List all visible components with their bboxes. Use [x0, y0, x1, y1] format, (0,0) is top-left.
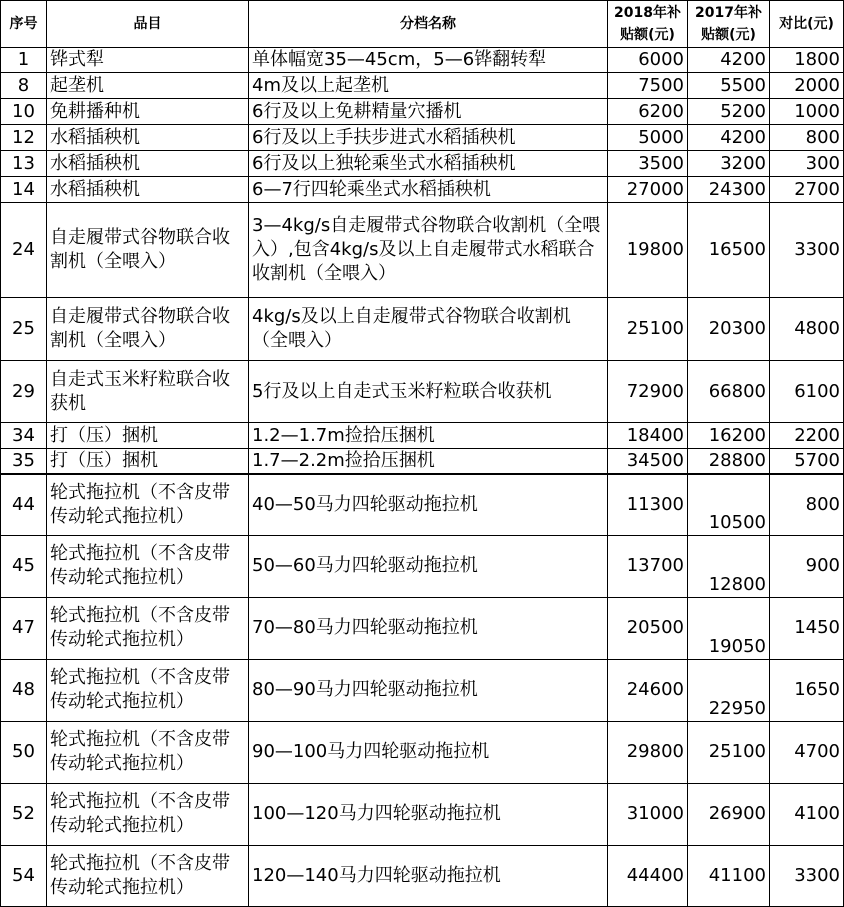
cell-2017: 28800 [688, 449, 770, 475]
cell-category: 单体幅宽35—45cm，5—6铧翻转犁 [249, 48, 608, 73]
cell-diff: 4700 [770, 721, 844, 783]
cell-item: 轮式拖拉机（不含皮带传动轮式拖拉机） [47, 845, 249, 906]
table-row [1, 125, 844, 151]
cell-category: 100—120马力四轮驱动拖拉机 [249, 783, 608, 845]
cell-no: 34 [1, 423, 47, 449]
cell-category: 6—7行四轮乘坐式水稻插秧机 [249, 177, 608, 203]
cell-category: 50—60马力四轮驱动拖拉机 [249, 535, 608, 597]
cell-no: 12 [1, 125, 47, 151]
cell-item: 自走履带式谷物联合收割机（全喂入） [47, 298, 249, 361]
cell-2018: 29800 [608, 721, 688, 783]
cell-diff: 900 [770, 535, 844, 597]
cell-item: 起垄机 [47, 73, 249, 99]
cell-2018: 3500 [608, 151, 688, 177]
table-row [1, 298, 844, 361]
cell-2018: 19800 [608, 203, 688, 298]
cell-item: 轮式拖拉机（不含皮带传动轮式拖拉机） [47, 597, 249, 659]
cell-2017: 3200 [688, 151, 770, 177]
header-category: 分档名称 [249, 1, 608, 48]
table-row [1, 73, 844, 99]
cell-2017: 5200 [688, 99, 770, 125]
cell-item: 轮式拖拉机（不含皮带传动轮式拖拉机） [47, 721, 249, 783]
cell-2017: 66800 [688, 361, 770, 423]
cell-item: 轮式拖拉机（不含皮带传动轮式拖拉机） [47, 659, 249, 721]
cell-category: 70—80马力四轮驱动拖拉机 [249, 597, 608, 659]
cell-category: 120—140马力四轮驱动拖拉机 [249, 845, 608, 906]
cell-2017: 16200 [688, 423, 770, 449]
cell-2017: 20300 [688, 298, 770, 361]
table-row [1, 99, 844, 125]
cell-no: 10 [1, 99, 47, 125]
cell-no: 44 [1, 474, 47, 535]
cell-2017: 12800 [688, 535, 770, 597]
cell-no: 13 [1, 151, 47, 177]
cell-2017: 26900 [688, 783, 770, 845]
cell-category: 4m及以上起垄机 [249, 73, 608, 99]
cell-no: 24 [1, 203, 47, 298]
cell-item: 轮式拖拉机（不含皮带传动轮式拖拉机） [47, 783, 249, 845]
cell-2017: 10500 [688, 474, 770, 535]
cell-item: 铧式犁 [47, 48, 249, 73]
table-row [1, 535, 844, 597]
cell-2018: 25100 [608, 298, 688, 361]
table-row [1, 597, 844, 659]
cell-2018: 34500 [608, 449, 688, 475]
header-no: 序号 [1, 1, 47, 48]
cell-diff: 2700 [770, 177, 844, 203]
cell-diff: 1450 [770, 597, 844, 659]
cell-2018: 5000 [608, 125, 688, 151]
cell-2018: 11300 [608, 474, 688, 535]
cell-2018: 7500 [608, 73, 688, 99]
cell-no: 14 [1, 177, 47, 203]
table-row [1, 721, 844, 783]
table-row [1, 361, 844, 423]
cell-2018: 6200 [608, 99, 688, 125]
cell-2018: 27000 [608, 177, 688, 203]
cell-category: 5行及以上自走式玉米籽粒联合收获机 [249, 361, 608, 423]
cell-diff: 3300 [770, 203, 844, 298]
header-diff: 对比(元) [770, 1, 844, 48]
cell-item: 轮式拖拉机（不含皮带传动轮式拖拉机） [47, 474, 249, 535]
cell-diff: 800 [770, 125, 844, 151]
cell-no: 54 [1, 845, 47, 906]
cell-diff: 6100 [770, 361, 844, 423]
cell-category: 90—100马力四轮驱动拖拉机 [249, 721, 608, 783]
cell-no: 52 [1, 783, 47, 845]
cell-category: 6行及以上手扶步进式水稻插秧机 [249, 125, 608, 151]
table-row [1, 449, 844, 475]
cell-no: 1 [1, 48, 47, 73]
cell-2017: 41100 [688, 845, 770, 906]
cell-no: 45 [1, 535, 47, 597]
cell-category: 3—4kg/s自走履带式谷物联合收割机（全喂入）,包含4kg/s及以上自走履带式水稻联合收割机（全喂入） [249, 203, 608, 298]
cell-no: 47 [1, 597, 47, 659]
cell-2018: 13700 [608, 535, 688, 597]
table-row [1, 783, 844, 845]
cell-item: 打（压）捆机 [47, 423, 249, 449]
cell-no: 25 [1, 298, 47, 361]
cell-diff: 5700 [770, 449, 844, 475]
cell-item: 水稻插秧机 [47, 177, 249, 203]
table-row [1, 423, 844, 449]
cell-2017: 25100 [688, 721, 770, 783]
cell-category: 40—50马力四轮驱动拖拉机 [249, 474, 608, 535]
cell-2018: 18400 [608, 423, 688, 449]
header-row [1, 1, 844, 48]
cell-no: 48 [1, 659, 47, 721]
cell-2017: 4200 [688, 48, 770, 73]
cell-category: 4kg/s及以上自走履带式谷物联合收割机（全喂入） [249, 298, 608, 361]
table-row [1, 48, 844, 73]
cell-item: 自走式玉米籽粒联合收获机 [47, 361, 249, 423]
cell-category: 80—90马力四轮驱动拖拉机 [249, 659, 608, 721]
cell-diff: 3300 [770, 845, 844, 906]
cell-2018: 72900 [608, 361, 688, 423]
table-row [1, 177, 844, 203]
cell-category: 1.7—2.2m捡拾压捆机 [249, 449, 608, 475]
cell-item: 自走履带式谷物联合收割机（全喂入） [47, 203, 249, 298]
cell-2018: 6000 [608, 48, 688, 73]
cell-diff: 4800 [770, 298, 844, 361]
cell-item: 水稻插秧机 [47, 151, 249, 177]
cell-diff: 1800 [770, 48, 844, 73]
cell-2018: 44400 [608, 845, 688, 906]
cell-no: 35 [1, 449, 47, 475]
cell-item: 水稻插秧机 [47, 125, 249, 151]
cell-2017: 24300 [688, 177, 770, 203]
cell-item: 免耕播种机 [47, 99, 249, 125]
cell-diff: 300 [770, 151, 844, 177]
cell-no: 29 [1, 361, 47, 423]
header-item: 品目 [47, 1, 249, 48]
table-row [1, 203, 844, 298]
cell-diff: 2000 [770, 73, 844, 99]
header-2017: 2017年补贴额(元) [688, 1, 770, 48]
cell-2018: 20500 [608, 597, 688, 659]
cell-category: 1.2—1.7m捡拾压捆机 [249, 423, 608, 449]
cell-diff: 1000 [770, 99, 844, 125]
table-row [1, 845, 844, 906]
cell-diff: 800 [770, 474, 844, 535]
cell-category: 6行及以上独轮乘坐式水稻插秧机 [249, 151, 608, 177]
cell-2017: 22950 [688, 659, 770, 721]
cell-2017: 16500 [688, 203, 770, 298]
cell-diff: 4100 [770, 783, 844, 845]
cell-diff: 1650 [770, 659, 844, 721]
cell-2018: 24600 [608, 659, 688, 721]
cell-2017: 19050 [688, 597, 770, 659]
cell-no: 8 [1, 73, 47, 99]
cell-item: 打（压）捆机 [47, 449, 249, 475]
cell-no: 50 [1, 721, 47, 783]
cell-2018: 31000 [608, 783, 688, 845]
cell-diff: 2200 [770, 423, 844, 449]
cell-item: 轮式拖拉机（不含皮带传动轮式拖拉机） [47, 535, 249, 597]
cell-category: 6行及以上免耕精量穴播机 [249, 99, 608, 125]
header-2018: 2018年补贴额(元) [608, 1, 688, 48]
table-row [1, 474, 844, 535]
table-row [1, 659, 844, 721]
cell-2017: 4200 [688, 125, 770, 151]
cell-2017: 5500 [688, 73, 770, 99]
table-row [1, 151, 844, 177]
